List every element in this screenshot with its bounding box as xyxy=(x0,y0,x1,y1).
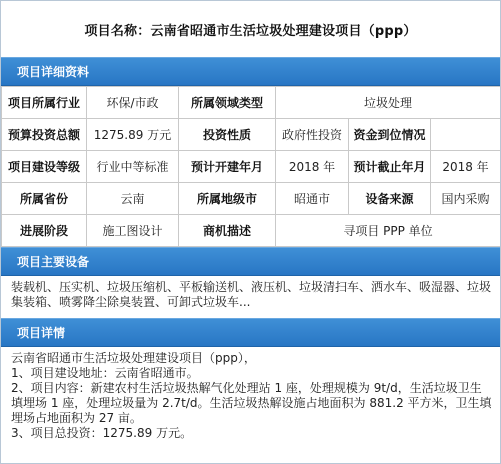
project-description xyxy=(1,347,500,445)
description-line: 3、项目总投资：1275.89 万元。 xyxy=(11,426,193,440)
industry-label: 项目所属行业 xyxy=(2,87,87,119)
table-row xyxy=(2,119,501,151)
city-label: 所属地级市 xyxy=(179,183,276,215)
start-date-value: 2018 年 xyxy=(276,151,349,183)
funding-status-label: 资金到位情况 xyxy=(349,119,431,151)
budget-label: 预算投资总额 xyxy=(2,119,87,151)
investment-type-value: 政府性投资 xyxy=(276,119,349,151)
end-date-value: 2018 年 xyxy=(431,151,501,183)
investment-type-label: 投资性质 xyxy=(179,119,276,151)
equipment-source-value: 国内采购 xyxy=(431,183,501,215)
city-value: 昭通市 xyxy=(276,183,349,215)
section-header-info: 项目详情 xyxy=(1,318,500,347)
section-header-equipment: 项目主要设备 xyxy=(1,247,500,276)
domain-type-label: 所属领域类型 xyxy=(179,87,276,119)
description-line: 云南省昭通市生活垃圾处理建设项目（ppp）， xyxy=(11,351,256,365)
equipment-source-label: 设备来源 xyxy=(349,183,431,215)
description-line: 1、项目建设地址：云南省昭通市。 xyxy=(11,366,199,380)
province-label: 所属省份 xyxy=(2,183,87,215)
equipment-list: 装载机、压实机、垃圾压缩机、平板输送机、液压机、垃圾清扫车、洒水车、吸湿器、垃圾集装箱、喷雾降尘除臭装置、可卸式垃圾车... xyxy=(11,280,492,309)
domain-type-value: 垃圾处理 xyxy=(276,87,501,119)
page-title: 项目名称：云南省昭通市生活垃圾处理建设项目（ppp） xyxy=(84,23,417,39)
opportunity-label: 商机描述 xyxy=(179,215,276,247)
section-header-details: 项目详细资料 xyxy=(1,57,500,86)
table-row xyxy=(2,215,501,247)
industry-value: 环保/市政 xyxy=(87,87,179,119)
table-row xyxy=(2,87,501,119)
table-row xyxy=(2,151,501,183)
construction-level-value: 行业中等标准 xyxy=(87,151,179,183)
progress-stage-value: 施工图设计 xyxy=(87,215,179,247)
budget-value: 1275.89 万元 xyxy=(87,119,179,151)
opportunity-value: 寻项目 PPP 单位 xyxy=(276,215,501,247)
province-value: 云南 xyxy=(87,183,179,215)
progress-stage-label: 进展阶段 xyxy=(2,215,87,247)
start-date-label: 预计开建年月 xyxy=(179,151,276,183)
end-date-label: 预计截止年月 xyxy=(349,151,431,183)
project-info-table xyxy=(1,86,501,247)
construction-level-label: 项目建设等级 xyxy=(2,151,87,183)
description-line: 2、项目内容：新建农村生活垃圾热解气化处理站 1 座，处理规模为 9t/d，生活垃圾卫生填埋场 1 座，处理垃圾量为 2.7t/d。生活垃圾热解设施占地面积为 881.2 平方米，卫生填埋场占地面积为 27 亩。 xyxy=(11,381,492,425)
table-row xyxy=(2,183,501,215)
funding-status-value xyxy=(431,119,501,151)
